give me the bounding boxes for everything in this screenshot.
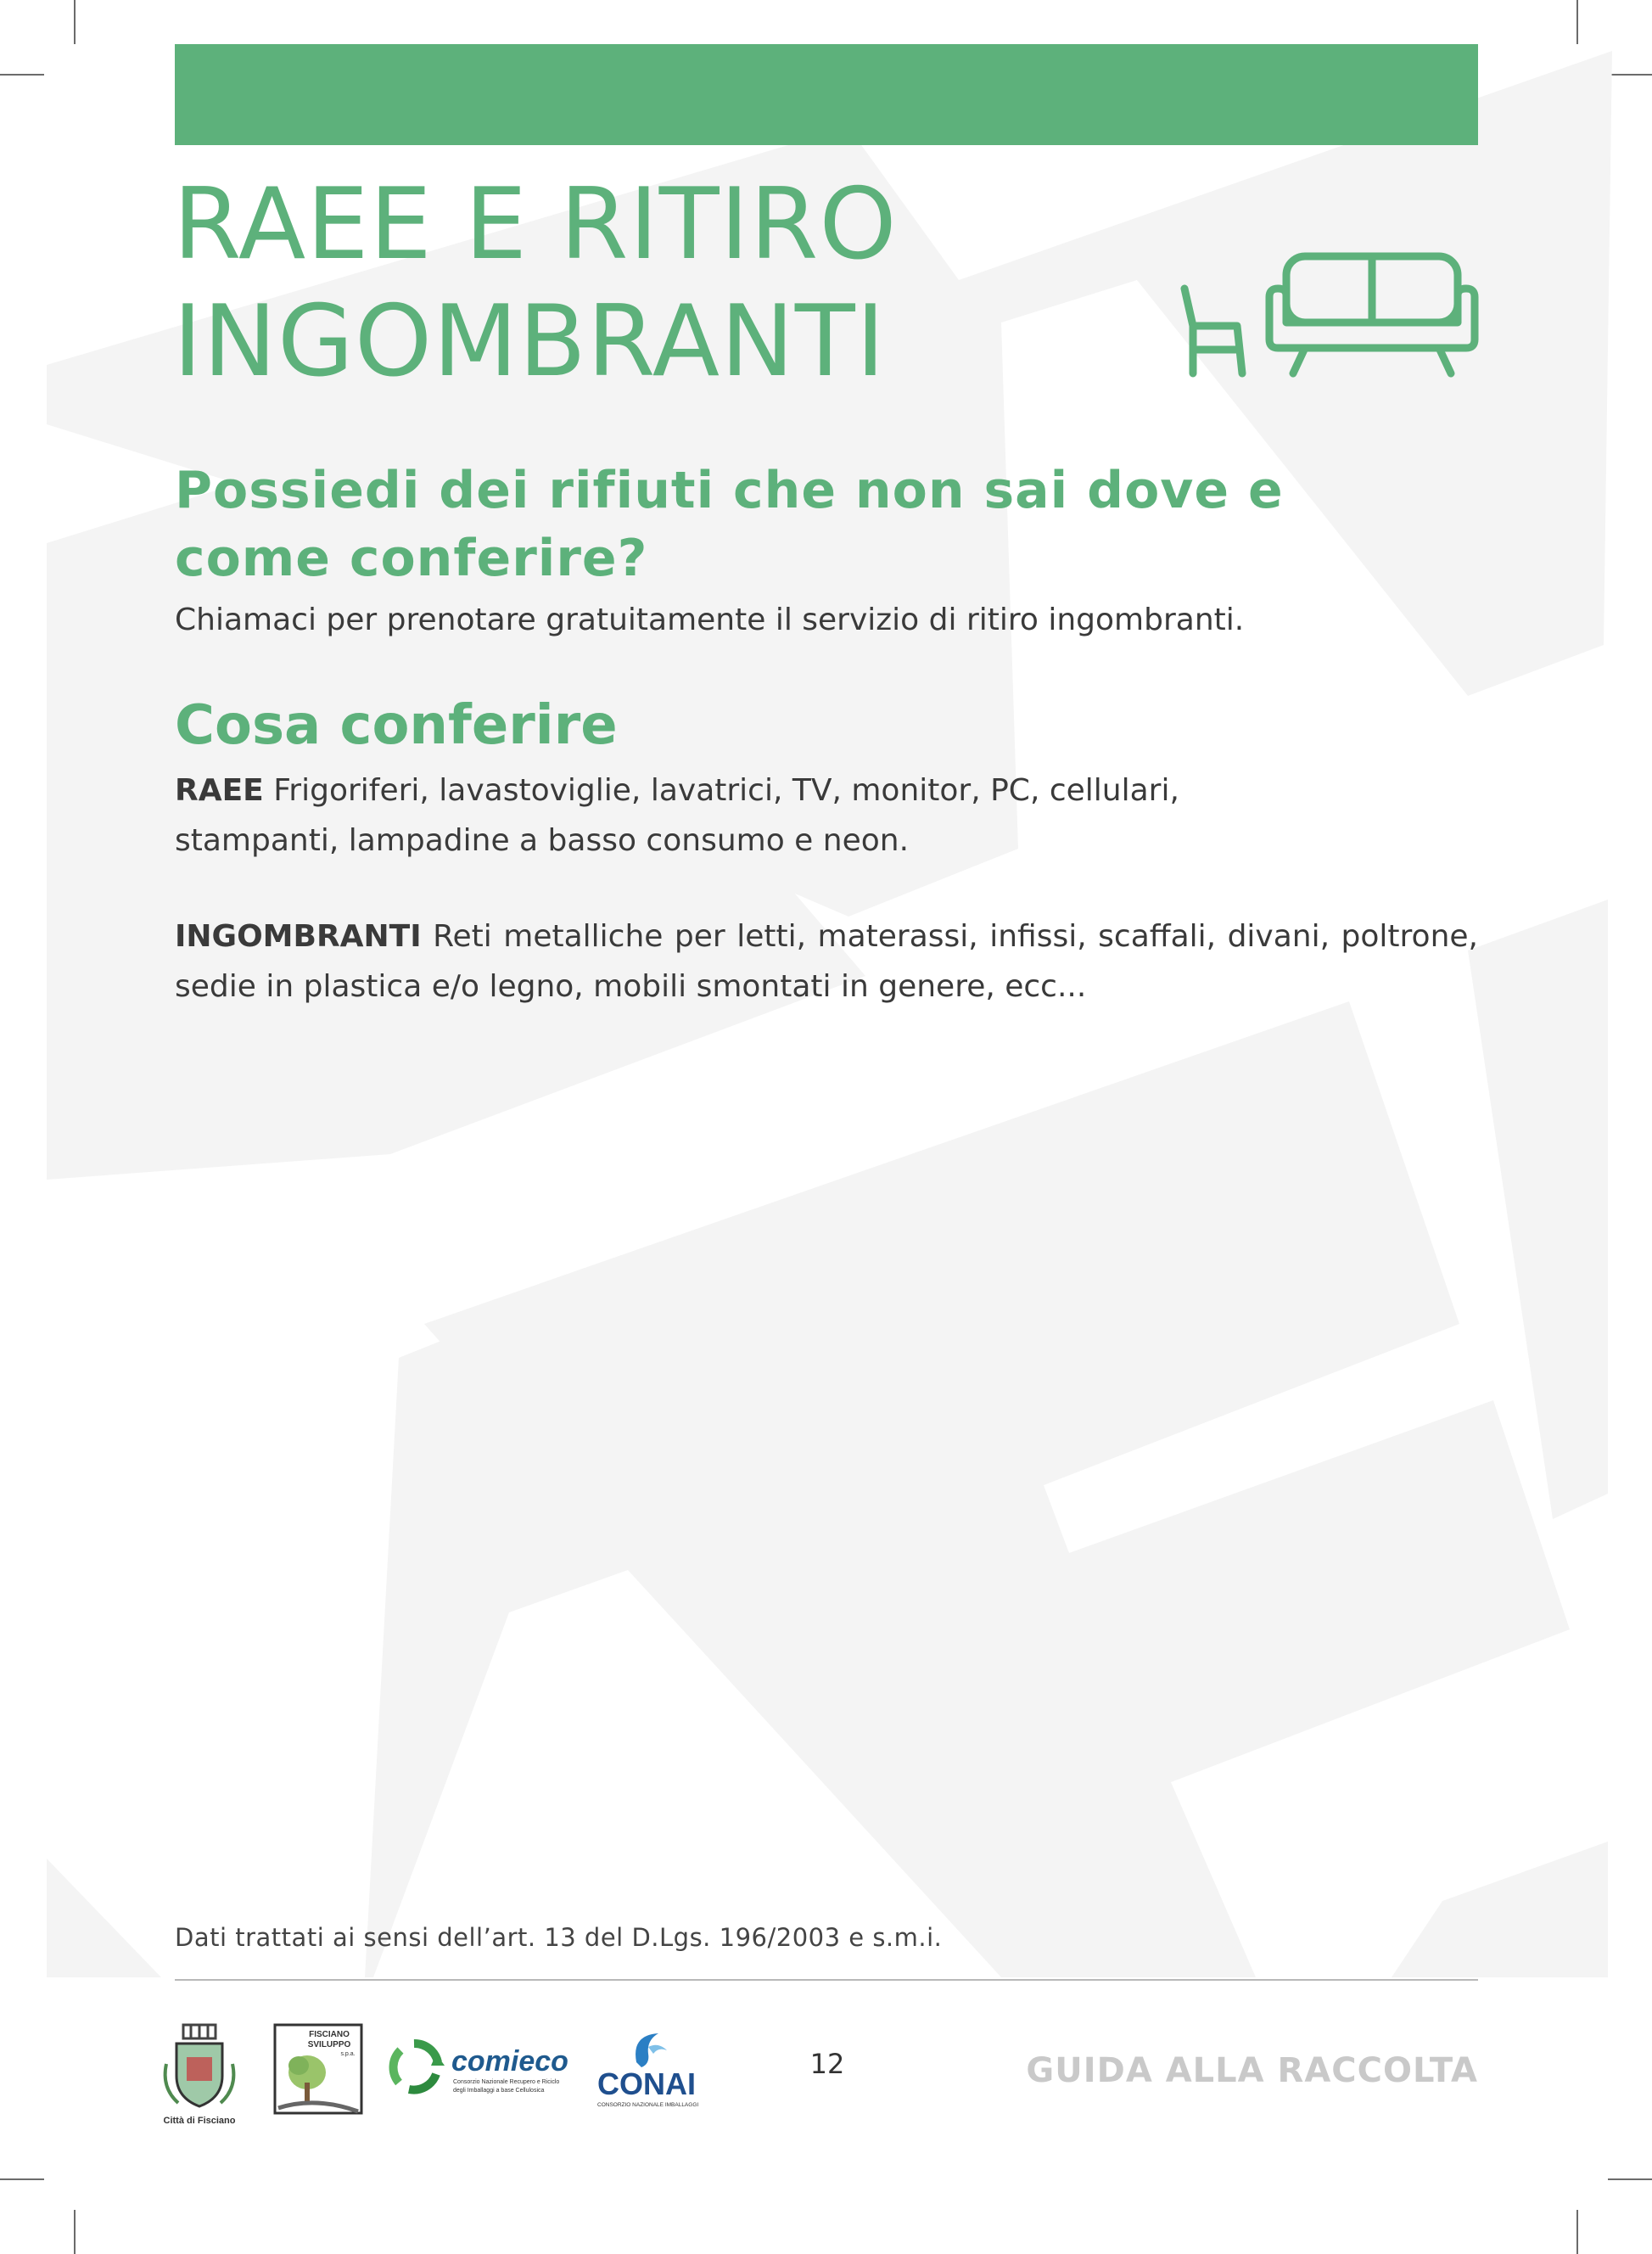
title-line: RAEE E RITIRO (173, 167, 898, 282)
question-subtitle: Chiamaci per prenotare gratuitamente il servizio di ritiro ingombranti. (175, 603, 1245, 637)
comieco-logo-text: degli Imballaggi a base Cellulosica (453, 2088, 545, 2094)
section-title: Cosa conferire (175, 694, 618, 757)
comieco-logo-text: comieco (451, 2045, 568, 2077)
fisciano-logo-text: s.p.a. (340, 2051, 356, 2057)
privacy-note: Dati trattati ai sensi dell’art. 13 del D.Lgs. 196/2003 e s.m.i. (175, 1923, 943, 1952)
city-logo (153, 2021, 246, 2130)
item-text: stampanti, lampadine a basso consumo e neon. (175, 823, 910, 858)
title-line: INGOMBRANTI (173, 284, 886, 399)
page-title (173, 166, 898, 401)
raee-item (175, 765, 1478, 866)
item-label: INGOMBRANTI (175, 919, 422, 954)
fisciano-logo-text: FISCIANO (309, 2030, 350, 2039)
question-line: come conferire? (175, 529, 648, 588)
item-text: Frigoriferi, lavastoviglie, lavatrici, TV, monitor, PC, cellulari, (273, 773, 1179, 808)
conai-logo (594, 2028, 713, 2110)
comieco-logo-text: Consorzio Nazionale Recupero e Riciclo (453, 2079, 560, 2085)
fisciano-logo-text: SVILUPPO (307, 2040, 351, 2049)
ingombranti-item (175, 911, 1478, 1012)
comieco-logo (389, 2037, 575, 2105)
item-text: Reti metalliche per letti, materassi, infissi, scaffali, divani, poltrone, sedie in plastica e/o legno, mobili smontati in genere, ecc... (175, 919, 1478, 1004)
sofa-icon (1269, 256, 1475, 373)
question-line: Possiedi dei rifiuti che non sai dove e (175, 461, 1284, 520)
question-heading (175, 457, 1448, 592)
page-number: 12 (809, 2048, 845, 2080)
chair-icon (1184, 289, 1242, 373)
furniture-icons (1178, 248, 1483, 384)
city-logo-text: Città di Fisciano (163, 2116, 236, 2126)
item-label: RAEE (175, 773, 264, 808)
fisciano-sviluppo-logo (273, 2023, 363, 2115)
guide-label: GUIDA ALLA RACCOLTA (1026, 2051, 1478, 2090)
footer-divider (175, 1979, 1478, 1981)
top-accent-bar (175, 44, 1478, 145)
conai-logo-text: CONAI (597, 2066, 696, 2101)
conai-logo-text: CONSORZIO NAZIONALE IMBALLAGGI (597, 2102, 699, 2108)
